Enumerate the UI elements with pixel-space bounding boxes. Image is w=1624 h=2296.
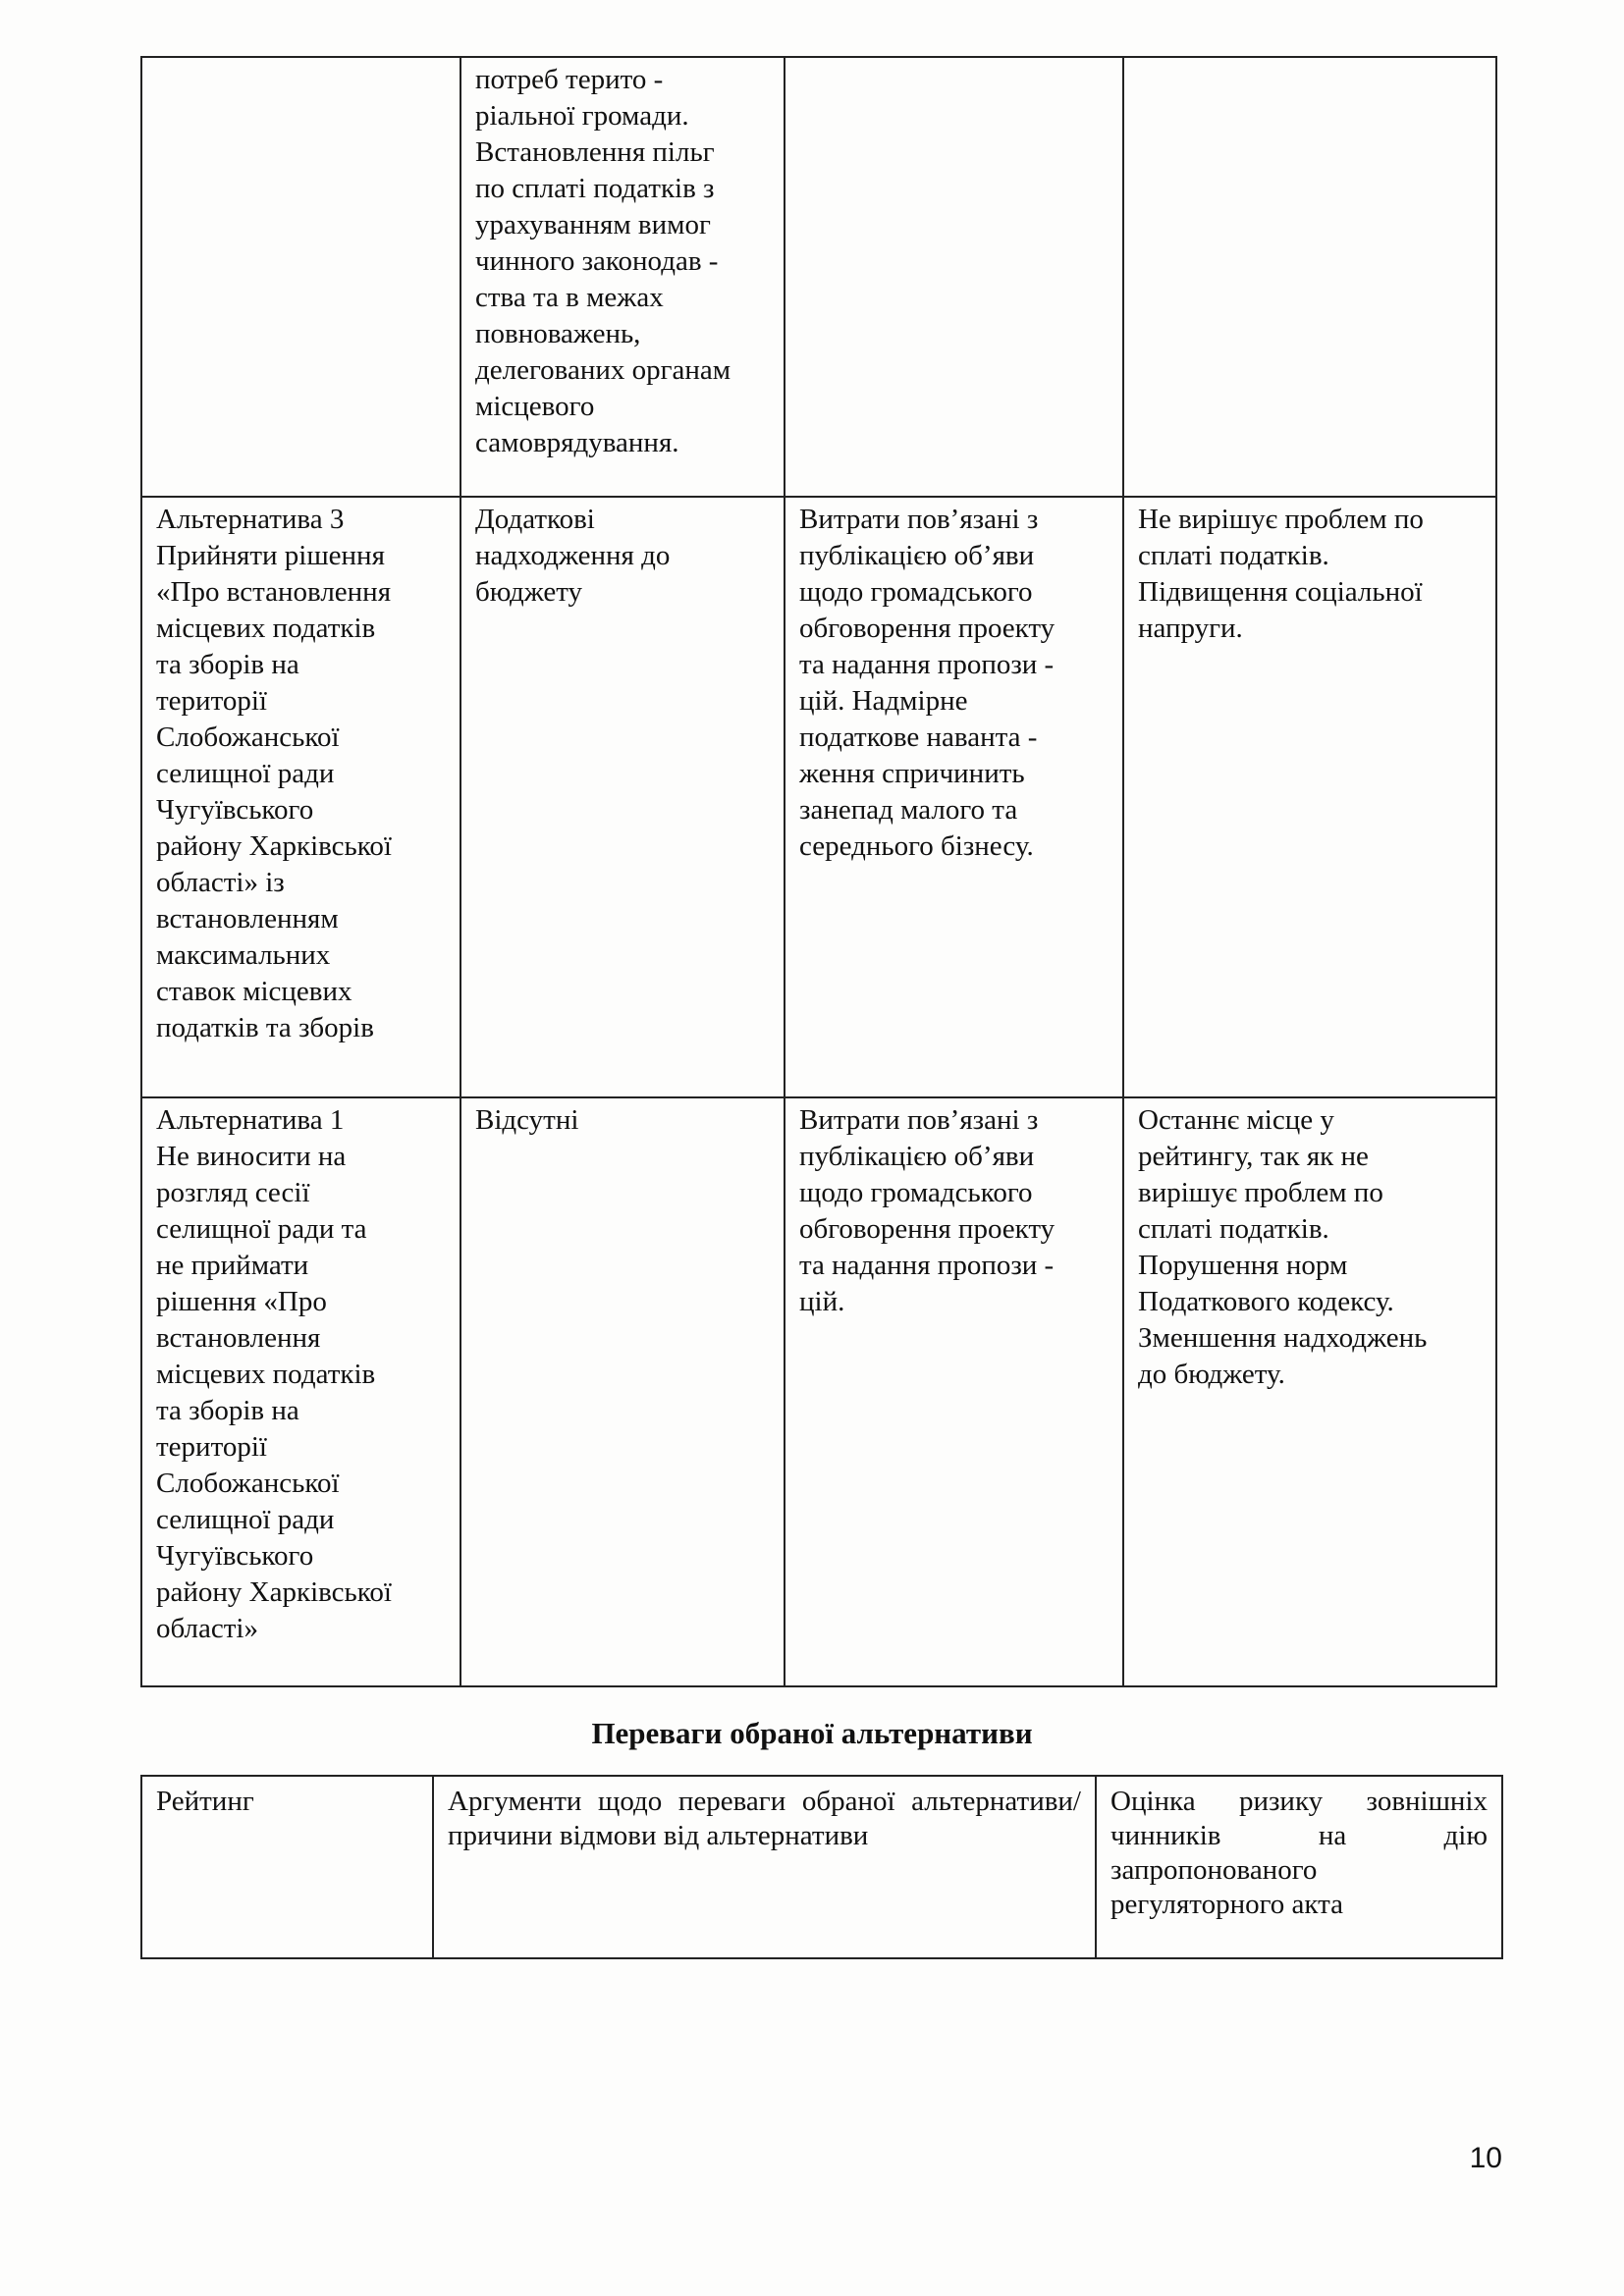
cell-text-line: занепад малого та bbox=[799, 794, 1018, 826]
cell-text-line: делегованих органам bbox=[475, 354, 731, 386]
cell-text-line: самоврядування. bbox=[475, 427, 679, 458]
cell-text-line: ставок місцевих bbox=[156, 976, 352, 1007]
cell-text-line: та зборів на bbox=[156, 1395, 299, 1426]
cell-text-line: розгляд сесії bbox=[156, 1177, 310, 1208]
cell-text-line: рішення «Про bbox=[156, 1286, 327, 1317]
cell-rating-reason bbox=[1123, 57, 1496, 497]
cell-text-line: надходження до bbox=[475, 540, 671, 571]
cell-benefits bbox=[460, 57, 785, 497]
cell-text-line: по сплаті податків з bbox=[475, 173, 715, 204]
cell-text-line: області» bbox=[156, 1613, 258, 1644]
cell-text-line: бюджету bbox=[475, 576, 583, 608]
cell-text-line: рейтингу, так як не bbox=[1138, 1141, 1369, 1172]
cell-text-line: Слобожанської bbox=[156, 1468, 340, 1499]
cell-text-line: місцевого bbox=[475, 391, 595, 422]
cell-text-line: ження спричинить bbox=[799, 758, 1025, 789]
cell-text-line: цій. bbox=[799, 1286, 845, 1317]
cell-text-line: до бюджету. bbox=[1138, 1359, 1285, 1390]
cell-text-line: податкове наванта - bbox=[799, 721, 1038, 753]
cell-text-line: Не виносити на bbox=[156, 1141, 347, 1172]
cell-alternative bbox=[141, 1097, 460, 1686]
cell-text-line: Чугуївського bbox=[156, 1540, 314, 1572]
cell-text-line: максимальних bbox=[156, 939, 331, 971]
cell-text-line: повноважень, bbox=[475, 318, 641, 349]
cell-text-line: обговорення проекту bbox=[799, 1213, 1056, 1245]
cell-text-line: не приймати bbox=[156, 1250, 309, 1281]
cell-text-line: Порушення норм bbox=[1138, 1250, 1348, 1281]
cell-text-line: та надання пропози - bbox=[799, 649, 1055, 680]
cell-text-line: чинного законодав - bbox=[475, 245, 719, 277]
cell-text-line: місцевих податків bbox=[156, 1359, 376, 1390]
cell-benefits bbox=[460, 1097, 785, 1686]
cell-text-line: Витрати пов’язані з bbox=[799, 504, 1039, 535]
cell-text-line: селищної ради bbox=[156, 1504, 335, 1535]
cell-text-line: середнього бізнесу. bbox=[799, 830, 1034, 862]
cell-text-line: Додаткові bbox=[475, 504, 595, 535]
cell-alternative bbox=[141, 57, 460, 497]
cell-text-line: вирішує проблем по bbox=[1138, 1177, 1383, 1208]
cell-text-line: Встановлення пільг bbox=[475, 136, 715, 168]
cell-costs bbox=[785, 1097, 1123, 1686]
cell-text-line: Відсутні bbox=[475, 1104, 579, 1136]
page-number: 10 bbox=[1469, 2142, 1502, 2174]
cell-text-line: публікацією об’яви bbox=[799, 1141, 1035, 1172]
header-rating: Рейтинг bbox=[141, 1776, 433, 1958]
table-row bbox=[141, 1097, 1496, 1686]
cell-text-line: напруги. bbox=[1138, 613, 1243, 644]
cell-text-line: селищної ради bbox=[156, 758, 335, 789]
cell-text-line: цій. Надмірне bbox=[799, 685, 968, 717]
cell-text-line: ства та в межах bbox=[475, 282, 664, 313]
cell-rating-reason bbox=[1123, 1097, 1496, 1686]
cell-text-line: області» із bbox=[156, 867, 285, 898]
cell-text-line: встановлення bbox=[156, 1322, 321, 1354]
cell-text-line: Податкового кодексу. bbox=[1138, 1286, 1394, 1317]
section-title: Переваги обраної альтернативи bbox=[591, 1716, 1033, 1750]
cell-text-line: «Про встановлення bbox=[156, 576, 392, 608]
cell-text-line: та надання пропози - bbox=[799, 1250, 1055, 1281]
cell-text-line: та зборів на bbox=[156, 649, 299, 680]
cell-text-line: селищної ради та bbox=[156, 1213, 367, 1245]
header-arguments: Аргументи щодо переваги обраної альтернативи/причини відмови від альтернативи bbox=[433, 1776, 1096, 1958]
cell-text-line: публікацією об’яви bbox=[799, 540, 1035, 571]
preferences-header-row bbox=[141, 1776, 1502, 1958]
cell-benefits bbox=[460, 497, 785, 1097]
cell-text-line: Підвищення соціальної bbox=[1138, 576, 1423, 608]
cell-text-line: обговорення проекту bbox=[799, 613, 1056, 644]
cell-text-line: встановленням bbox=[156, 903, 339, 934]
cell-text-line: податків та зборів bbox=[156, 1012, 374, 1043]
alternatives-table bbox=[140, 56, 1497, 1687]
cell-rating-reason bbox=[1123, 497, 1496, 1097]
cell-text-line: місцевих податків bbox=[156, 613, 376, 644]
cell-text-line: Слобожанської bbox=[156, 721, 340, 753]
cell-text-line: щодо громадського bbox=[799, 576, 1033, 608]
cell-text-line: Не вирішує проблем по bbox=[1138, 504, 1424, 535]
header-risk-assessment: Оцінка ризику зовнішніх чинників на дію запропонованого регуляторного акта bbox=[1096, 1776, 1502, 1958]
cell-alternative bbox=[141, 497, 460, 1097]
cell-text-line: Прийняти рішення bbox=[156, 540, 385, 571]
cell-costs bbox=[785, 57, 1123, 497]
preferences-table bbox=[140, 1775, 1503, 1959]
cell-text-line: Чугуївського bbox=[156, 794, 314, 826]
cell-text-line: району Харківської bbox=[156, 1576, 392, 1608]
cell-text-line: потреб терито - bbox=[475, 64, 664, 95]
table-row bbox=[141, 497, 1496, 1097]
cell-text-line: урахуванням вимог bbox=[475, 209, 711, 240]
cell-costs bbox=[785, 497, 1123, 1097]
cell-text-line: Останнє місце у bbox=[1138, 1104, 1334, 1136]
cell-text-line: сплаті податків. bbox=[1138, 1213, 1329, 1245]
cell-text-line: Альтернатива 1 bbox=[156, 1104, 345, 1136]
cell-text-line: Зменшення надходжень bbox=[1138, 1322, 1428, 1354]
cell-text-line: Альтернатива 3 bbox=[156, 504, 345, 535]
cell-text-line: району Харківської bbox=[156, 830, 392, 862]
cell-text-line: ріальної громади. bbox=[475, 100, 689, 132]
cell-text-line: Витрати пов’язані з bbox=[799, 1104, 1039, 1136]
table-row bbox=[141, 57, 1496, 497]
cell-text-line: території bbox=[156, 685, 267, 717]
cell-text-line: щодо громадського bbox=[799, 1177, 1033, 1208]
cell-text-line: території bbox=[156, 1431, 267, 1463]
cell-text-line: сплаті податків. bbox=[1138, 540, 1329, 571]
